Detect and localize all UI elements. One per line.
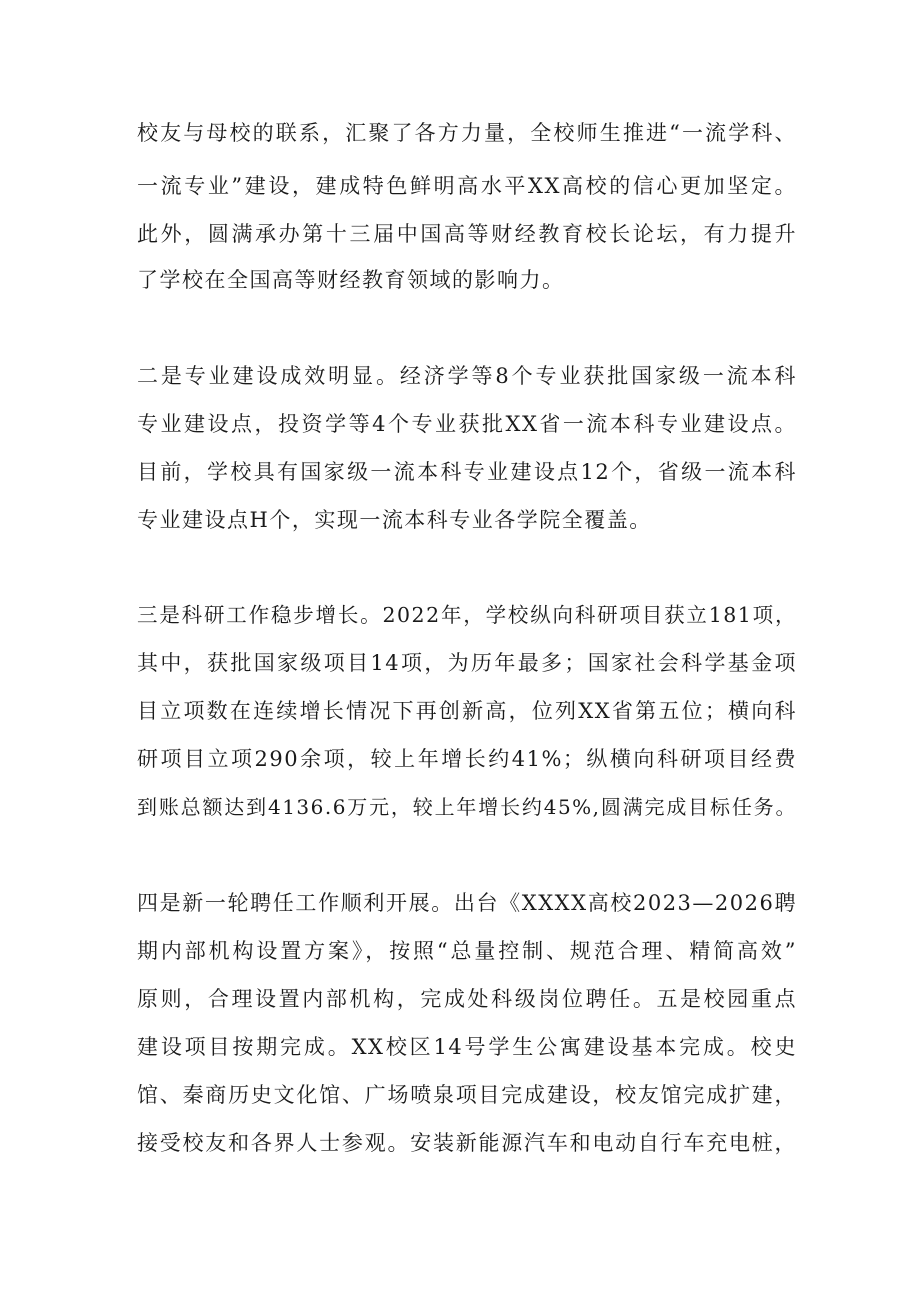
paragraph-3-line-4: 研项目立项290余项，较上年增长约41%；纵横向科研项目经费 (137, 747, 797, 771)
paragraph-4-line-5: 馆、秦商历史文化馆、广场喷泉项目完成建设，校友馆完成扩建， (137, 1083, 797, 1107)
paragraph-1-line-2: 一流专业”建设，建成特色鲜明高水平XX高校的信心更加坚定。 (137, 174, 797, 198)
paragraph-4-line-2: 期内部机构设置方案》，按照“总量控制、规范合理、精简高效” (137, 939, 797, 963)
paragraph-3-line-3: 目立项数在连续增长情况下再创新高，位列XX省第五位；横向科 (137, 699, 797, 723)
paragraph-4-line-4: 建设项目按期完成。XX校区14号学生公寓建设基本完成。校史 (137, 1035, 797, 1059)
paragraph-3-line-2: 其中，获批国家级项目14项，为历年最多；国家社会科学基金项 (137, 651, 797, 675)
paragraph-1-line-3: 此外，圆满承办第十三届中国高等财经教育校长论坛，有力提升 (137, 222, 797, 246)
paragraph-3-line-1: 三是科研工作稳步增长。2022年，学校纵向科研项目获立181项， (137, 603, 797, 627)
paragraph-1-line-1: 校友与母校的联系，汇聚了各方力量，全校师生推进“一流学科、 (137, 121, 797, 145)
paragraph-2-line-4: 专业建设点H个，实现一流本科专业各学院全覆盖。 (137, 508, 652, 532)
paragraph-2-line-2: 专业建设点，投资学等4个专业获批XX省一流本科专业建设点。 (137, 412, 797, 436)
paragraph-4-line-3: 原则，合理设置内部机构，完成处科级岗位聘任。五是校园重点 (137, 987, 797, 1011)
paragraph-3-line-5: 到账总额达到4136.6万元，较上年增长约45%,圆满完成目标任务。 (137, 795, 797, 819)
paragraph-2-line-3: 目前，学校具有国家级一流本科专业建设点12个，省级一流本科 (137, 460, 797, 484)
paragraph-1-line-4: 了学校在全国高等财经教育领域的影响力。 (137, 268, 565, 292)
paragraph-4-line-6: 接受校友和各界人士参观。安装新能源汽车和电动自行车充电桩， (137, 1131, 797, 1155)
paragraph-4-line-1: 四是新一轮聘任工作顺利开展。出台《XXXX高校2023—2026聘 (137, 891, 797, 915)
paragraph-2-line-1: 二是专业建设成效明显。经济学等8个专业获批国家级一流本科 (137, 364, 797, 388)
